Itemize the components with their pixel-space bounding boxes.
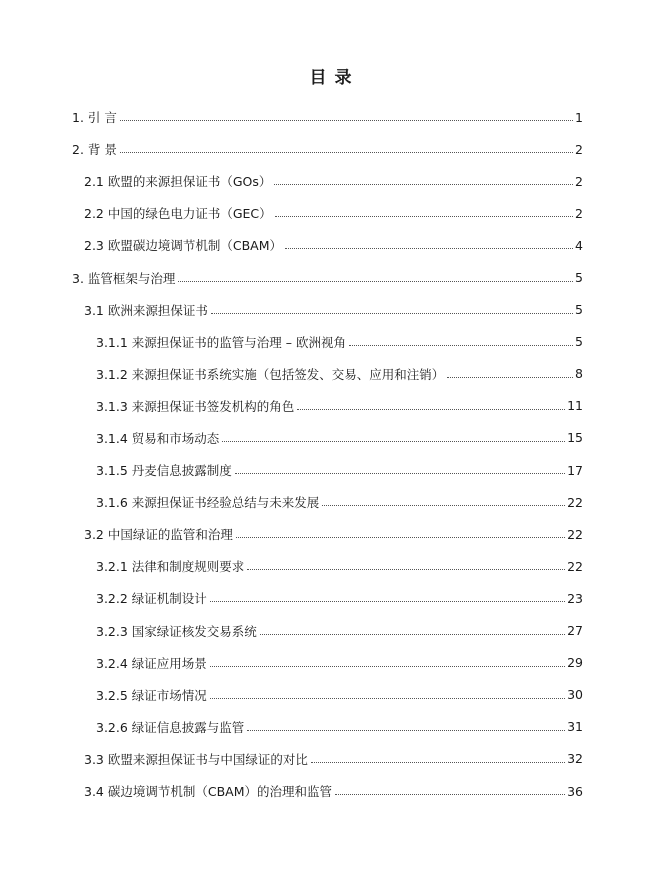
toc-entry[interactable] xyxy=(0,326,662,358)
toc-page-number: 2 xyxy=(575,141,583,157)
toc-entry-label: 3.1 欧洲来源担保证书 xyxy=(84,302,208,318)
toc-entry[interactable] xyxy=(0,647,662,679)
toc-entry-label: 3.1.1 来源担保证书的监管与治理 – 欧洲视角 xyxy=(96,334,346,350)
toc-dot-leader xyxy=(275,215,573,217)
toc-page-number: 27 xyxy=(567,623,583,639)
toc-entry[interactable] xyxy=(0,518,662,550)
toc-entry[interactable] xyxy=(0,261,662,293)
toc-dot-leader xyxy=(297,408,565,410)
toc-entry[interactable] xyxy=(0,679,662,711)
toc-dot-leader xyxy=(236,536,565,538)
toc-entry-label: 3.2.1 法律和制度规则要求 xyxy=(96,559,245,575)
toc-entry-label: 3.2.4 绿证应用场景 xyxy=(96,655,207,671)
toc-page-number: 2 xyxy=(575,205,583,221)
toc-page-number: 22 xyxy=(567,526,583,542)
toc-entry[interactable] xyxy=(0,775,662,807)
toc-entry[interactable] xyxy=(0,711,662,743)
toc-entry[interactable] xyxy=(0,165,662,197)
toc-entry[interactable] xyxy=(0,582,662,614)
toc-entry-label: 3.2.3 国家绿证核发交易系统 xyxy=(96,623,257,639)
toc-entry-label: 3.2 中国绿证的监管和治理 xyxy=(84,527,233,543)
toc-dot-leader xyxy=(211,312,573,314)
toc-dot-leader xyxy=(222,440,565,442)
toc-entry[interactable] xyxy=(0,390,662,422)
toc-dot-leader xyxy=(311,761,565,763)
toc-entry-label: 3. 监管框架与治理 xyxy=(72,270,176,286)
toc-page-number: 4 xyxy=(575,237,583,253)
toc-entry-label: 3.1.3 来源担保证书签发机构的角色 xyxy=(96,398,295,414)
toc-dot-leader xyxy=(210,665,565,667)
toc-page-number: 2 xyxy=(575,173,583,189)
toc-entry-label: 2.1 欧盟的来源担保证书（GOs） xyxy=(84,174,272,190)
toc-dot-leader xyxy=(235,472,565,474)
toc-entry-label: 1. 引 言 xyxy=(72,110,117,126)
toc-entry-label: 3.1.4 贸易和市场动态 xyxy=(96,430,220,446)
toc-entry-label: 3.4 碳边境调节机制（CBAM）的治理和监管 xyxy=(84,784,332,800)
toc-dot-leader xyxy=(260,633,565,635)
toc-entry[interactable] xyxy=(0,197,662,229)
toc-entry-label: 3.2.5 绿证市场情况 xyxy=(96,687,207,703)
toc-entry-label: 3.2.6 绿证信息披露与监管 xyxy=(96,719,245,735)
toc-dot-leader xyxy=(349,344,573,346)
toc-dot-leader xyxy=(335,793,565,795)
toc-dot-leader xyxy=(210,697,565,699)
toc-dot-leader xyxy=(285,247,573,249)
toc-page-number: 11 xyxy=(567,398,583,414)
toc-page-number: 22 xyxy=(567,558,583,574)
toc-entry-label: 3.3 欧盟来源担保证书与中国绿证的对比 xyxy=(84,751,308,767)
toc-page-number: 30 xyxy=(567,687,583,703)
toc-page-number: 8 xyxy=(575,366,583,382)
toc-dot-leader xyxy=(274,183,573,185)
toc-entry[interactable] xyxy=(0,358,662,390)
toc-page-number: 29 xyxy=(567,655,583,671)
toc-page-number: 1 xyxy=(575,109,583,125)
toc-page-number: 5 xyxy=(575,302,583,318)
toc-entry-label: 2.2 中国的绿色电力证书（GEC） xyxy=(84,206,272,222)
toc-page-number: 32 xyxy=(567,751,583,767)
toc-entry-label: 3.2.2 绿证机制设计 xyxy=(96,591,207,607)
toc-entry[interactable] xyxy=(0,422,662,454)
toc-page-number: 5 xyxy=(575,334,583,350)
toc-entry[interactable] xyxy=(0,615,662,647)
toc-entry[interactable] xyxy=(0,294,662,326)
toc-page-number: 22 xyxy=(567,494,583,510)
page-title: 目 录 xyxy=(309,68,353,88)
toc-dot-leader xyxy=(120,119,573,121)
toc-entry-label: 3.1.2 来源担保证书系统实施（包括签发、交易、应用和注销） xyxy=(96,366,445,382)
toc-entry-label: 3.1.5 丹麦信息披露制度 xyxy=(96,463,232,479)
toc-dot-leader xyxy=(120,151,573,153)
toc-dot-leader xyxy=(322,504,565,506)
toc-entry[interactable] xyxy=(0,550,662,582)
toc-dot-leader xyxy=(247,568,565,570)
toc-page-number: 15 xyxy=(567,430,583,446)
toc-dot-leader xyxy=(247,729,565,731)
toc-entry-label: 2. 背 景 xyxy=(72,142,117,158)
toc-entry[interactable] xyxy=(0,486,662,518)
toc-dot-leader xyxy=(178,280,573,282)
table-of-contents xyxy=(0,101,662,807)
toc-entry[interactable] xyxy=(0,454,662,486)
toc-entry-label: 3.1.6 来源担保证书经验总结与未来发展 xyxy=(96,495,320,511)
toc-dot-leader xyxy=(210,600,565,602)
toc-entry[interactable] xyxy=(0,133,662,165)
toc-entry[interactable] xyxy=(0,101,662,133)
toc-page-number: 17 xyxy=(567,462,583,478)
toc-page-number: 31 xyxy=(567,719,583,735)
toc-dot-leader xyxy=(447,376,573,378)
toc-entry[interactable] xyxy=(0,743,662,775)
toc-entry-label: 2.3 欧盟碳边境调节机制（CBAM） xyxy=(84,238,282,254)
toc-page-number: 23 xyxy=(567,590,583,606)
toc-page-number: 5 xyxy=(575,270,583,286)
toc-page-number: 36 xyxy=(567,783,583,799)
toc-entry[interactable] xyxy=(0,229,662,261)
